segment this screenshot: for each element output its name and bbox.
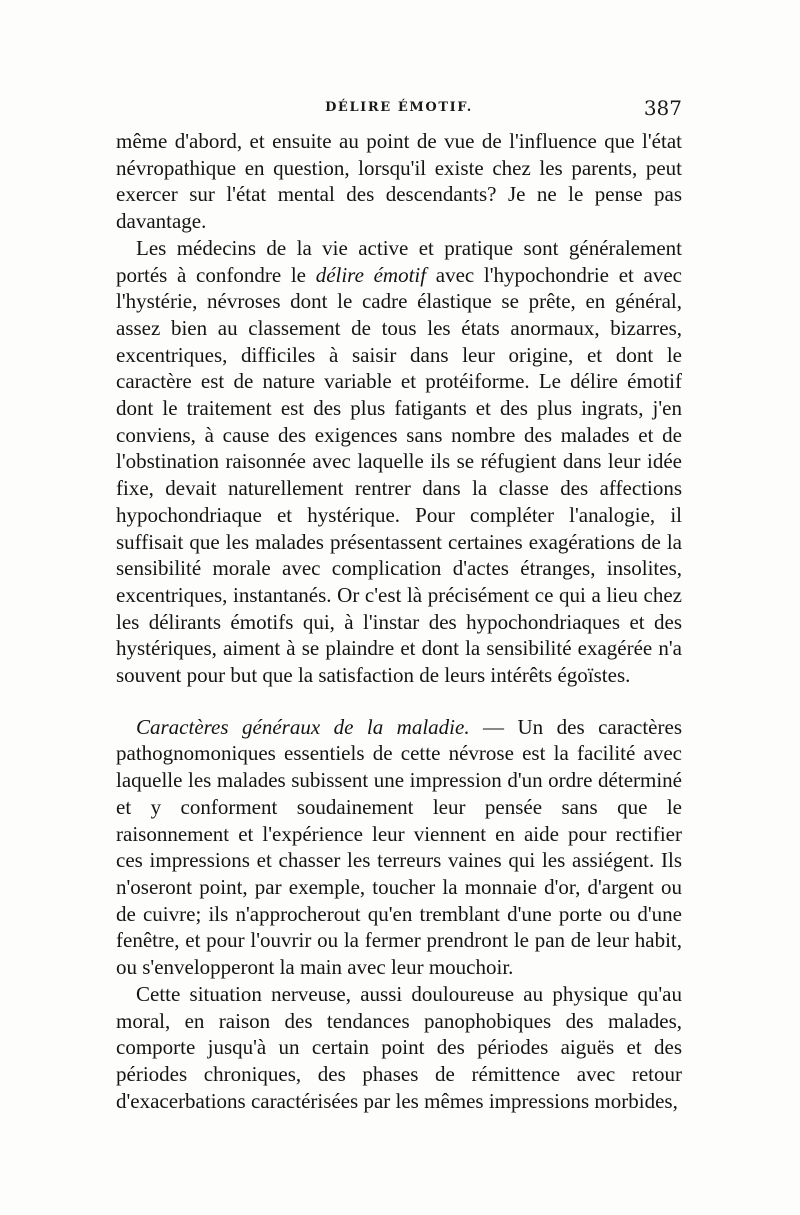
paragraph-1 <box>116 128 682 235</box>
paragraph-1-text: même d'abord, et ensuite au point de vue de l'influence que l'état névropathique en question, lorsqu'il existe chez les parents, peut exercer sur l'état mental des descendants? Je ne le pense pas davantage. <box>116 129 682 234</box>
section-title: Caractères généraux de la maladie. <box>136 714 470 739</box>
page-header <box>116 96 682 126</box>
emphasis-delire-emotif: délire émotif <box>315 262 427 287</box>
paragraph-2 <box>116 235 682 689</box>
running-title: DÉLIRE ÉMOTIF. <box>325 100 473 115</box>
paragraph-3 <box>116 714 682 981</box>
paragraph-4-text: Cette situation nerveuse, aussi douloureuse au physique qu'au moral, en raison des tendances panophobiques des malades, comporte jusqu'à un certain point des périodes aiguës et des périodes chroniques, des phases de rémittence avec retour d'exacerbations caractérisées par les mêmes impressions morbides, <box>116 981 682 1113</box>
paragraph-4 <box>116 981 682 1115</box>
paragraph-3-text: — Un des caractères pathognomoniques essentiels de cette névrose est la facilité avec laquelle les malades subissent une impression d'un ordre déterminé et y conforment soudainement leur pensée sans que le raisonnement et l'expérience leur viennent en aide pour rectifier ces impressions et chasser les terreurs vaines qui les assiégent. Ils n'oseront point, par exemple, toucher la monnaie d'or, d'argent ou de cuivre; ils n'approcherout qu'en tremblant d'une porte ou d'une fenêtre, et pour l'ouvrir ou la fermer prendront le pan de leur habit, ou s'envelopperont la main avec leur mouchoir. <box>116 714 682 980</box>
page-number: 387 <box>643 96 682 120</box>
paragraph-2-text-end: avec l'hypochondrie et avec l'hystérie, névroses dont le cadre élastique se prête, en général, assez bien au classement de tous les états anormaux, bizarres, excentriques, difficiles à saisir dans leur origine, et dont le caractère est de nature variable et protéiforme. Le délire émotif dont le traitement est des plus fatigants et des plus ingrats, j'en conviens, à cause des exigences sans nombre des malades et de l'obstination raisonnée avec laquelle ils se réfugient dans leur idée fixe, devait naturellement rentrer dans la classe des affections hypochondriaque et hystérique. Pour compléter l'analogie, il suffisait que les malades présentassent certaines exagérations de la sensibilité morale avec complication d'actes étranges, insolites, excentriques, instantanés. Or c'est là précisément ce qui a lieu chez les délirants émotifs qui, à l'instar des hypochondriaques et des hystériques, aiment à se plaindre et dont la sensibilité exagérée n'a souvent pour but que la satisfaction de leurs intérêts égoïstes. <box>116 262 682 688</box>
paragraph-2-text-start: Les médecins de la vie active et pratique sont généralement portés à confondre le <box>116 235 682 287</box>
body-text <box>116 128 682 1114</box>
